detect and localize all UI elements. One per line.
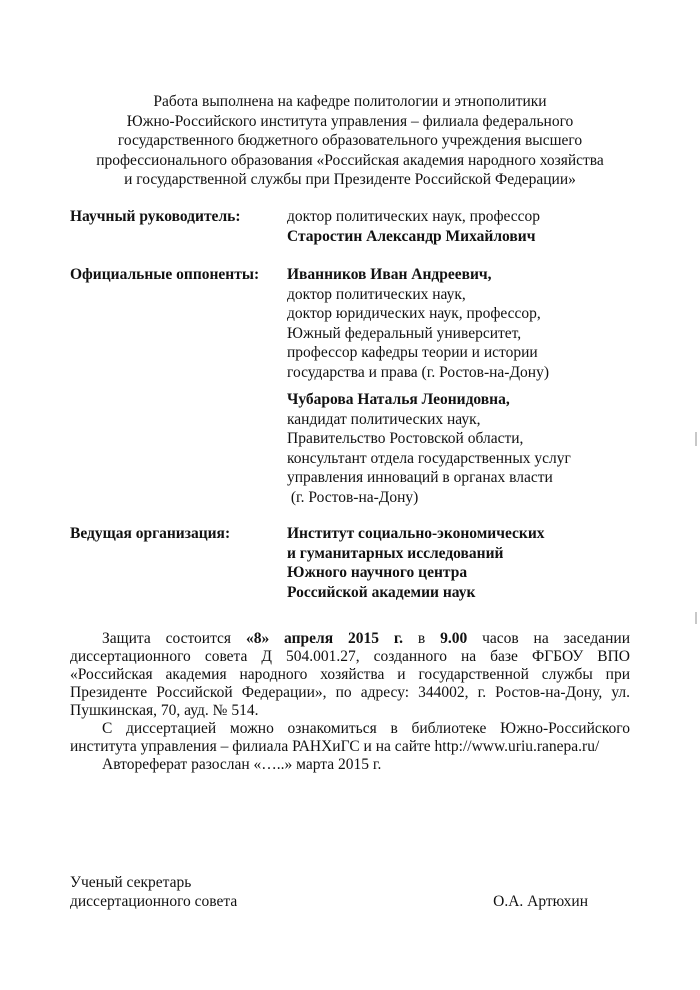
opponent-2-detail: Правительство Ростовской области, [287, 430, 524, 448]
supervisor-name: Старостин Александр Михайлович [287, 228, 536, 245]
lead-org-label: Ведущая организация: [70, 525, 231, 542]
scan-edge-mark [695, 612, 697, 624]
secretary-name: О.А. Артюхин [493, 893, 588, 910]
opponent-1-name: Иванников Иван Андреевич, [287, 266, 492, 283]
signature-block [70, 873, 588, 911]
defense-paragraph [70, 630, 630, 720]
opponent-2-detail: консультант отдела государственных услуг [287, 449, 571, 467]
opponent-1-detail: доктор юридических наук, профессор, [287, 305, 541, 323]
opponent-2-name: Чубарова Наталья Леонидовна, [287, 391, 510, 408]
intro-line: Работа выполнена на кафедре политологии и этнополитики [153, 93, 547, 110]
signature-title-line-1: Ученый секретарь [70, 874, 192, 891]
defense-date: «8» апреля 2015 г. [245, 630, 404, 647]
intro-line: профессионального образования «Российская академия народного хозяйства [96, 151, 604, 169]
lead-org-line: Южного научного центра [287, 564, 468, 582]
intro-line: и государственной службы при Президенте Российской Федерации» [124, 171, 576, 189]
opponent-1-detail: государства и права (г. Ростов-на-Дону) [287, 363, 549, 381]
distribution-paragraph: Автореферат разослан «…..» марта 2015 г. [102, 756, 382, 773]
opponent-1-detail: Южный федеральный университет, [287, 324, 522, 342]
opponent-1-detail: профессор кафедры теории и истории [287, 344, 538, 362]
intro-statement [70, 92, 630, 190]
supervisor-label: Научный руководитель: [70, 208, 241, 225]
supervisor-degree: доктор политических наук, профессор [287, 208, 541, 225]
lead-org-line: Российской академии наук [287, 583, 476, 601]
opponents-label: Официальные оппоненты: [70, 266, 260, 283]
scan-edge-mark [695, 432, 697, 446]
opponent-1-detail: доктор политических наук, [287, 285, 466, 303]
lead-org-line: и гуманитарных исследований [287, 544, 504, 562]
defense-notice [70, 630, 630, 774]
defense-text: часов на заседании диссертационного совета Д 504.001.27, созданного на базе ФГБОУ ВПО «Российская академия народного хозяйства и государственной службы при Президенте Российской Федерации», по адресу: 344002, г. Ростов-на-Дону, ул. Пушкинская, 70, ауд. № 514. [70, 630, 630, 719]
intro-line: Южно-Российского института управления – филиала федерального [126, 112, 574, 130]
opponent-2-detail: кандидат политических наук, [287, 410, 481, 428]
opponent-2-detail: (г. Ростов-на-Дону) [287, 488, 419, 506]
defense-text: в [403, 630, 441, 647]
defense-time: 9.00 [440, 630, 468, 647]
intro-line: государственного бюджетного образовательного учреждения высшего [117, 132, 583, 150]
defense-text: Защита состоится [102, 630, 246, 647]
signature-title-line-2: диссертационного совета [70, 893, 238, 910]
lead-org-line: Институт социально-экономических [287, 525, 545, 542]
opponent-2-detail: управления инноваций в органах власти [287, 469, 553, 487]
library-paragraph: С диссертацией можно ознакомиться в библиотеке Южно-Российского института управления – филиала РАНХиГС и на сайте http://www.uriu.ranepa.ru/ [70, 720, 630, 755]
